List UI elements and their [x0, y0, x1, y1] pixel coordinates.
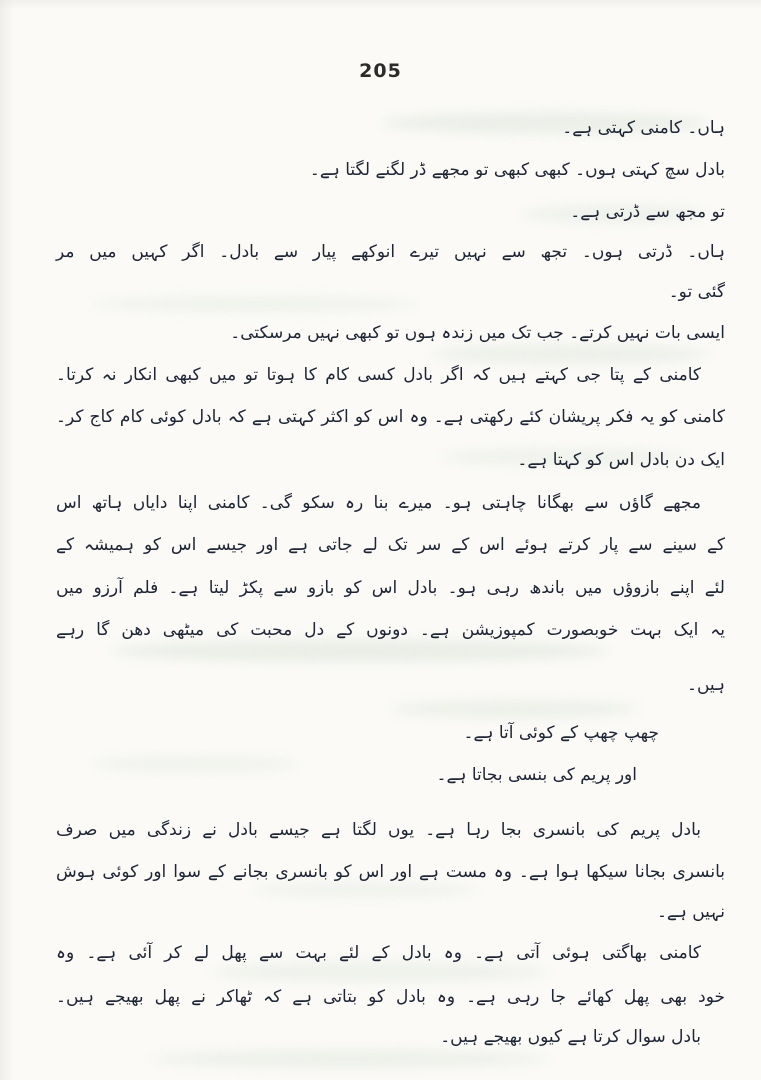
- text-line-paragraph: لئے اپنے بازوؤں میں باندھ رہی ہو۔ بادل اس کو بازو سے پکڑ لیتا ہے۔ فلم آرزو میں: [56, 578, 725, 598]
- text-line-dialogue: ایسی بات نہیں کرتے۔ جب تک میں زندہ ہوں تو کبھی نہیں مرسکتی۔: [230, 323, 725, 343]
- text-line-paragraph: ایک دن بادل اس کو کہتا ہے۔: [517, 450, 725, 470]
- text-line-dialogue: گئی تو۔: [668, 282, 725, 302]
- verse-line: اور پریم کی بنسی بجاتا ہے۔: [436, 765, 637, 785]
- page-number: 205: [359, 60, 402, 82]
- text-line-dialogue: ہاں۔ ڈرتی ہوں۔ تجھ سے نہیں تیرے انوکھے پیار سے بادل۔ اگر کہیں میں مر: [56, 242, 725, 262]
- text-line-paragraph: یہ ایک بہت خوبصورت کمپوزیشن ہے۔ دونوں کے دل محبت کی میٹھی دھن گا رہے: [56, 620, 725, 640]
- text-line-paragraph: کے سینے سے پار کرتے ہوئے اس کے سر تک لے جاتی ہے اور جیسے اس کو ہمیشہ کے: [56, 535, 725, 555]
- text-line-paragraph: کامنی بھاگتی ہوئی آتی ہے۔ وہ بادل کے لئے بہت سے پھل لے کر آئی ہے۔ وہ: [56, 943, 701, 963]
- text-line-paragraph: کامنی کے پتا جی کہتے ہیں کہ اگر بادل کسی کام کا ہوتا تو میں کبھی انکار نہ کرتا۔: [56, 365, 701, 385]
- text-line-dialogue: بادل سچ کہتی ہوں۔ کبھی کبھی تو مجھے ڈر لگنے لگتا ہے۔: [309, 160, 725, 180]
- verse-line: چھپ چھپ کے کوئی آتا ہے۔: [463, 723, 659, 743]
- text-line-paragraph: خود بھی پھل کھائے جا رہی ہے۔ وہ بادل کو بتاتی ہے کہ ٹھاکر نے پھل بھیجے ہیں۔: [56, 987, 725, 1007]
- text-line-paragraph: ہیں۔: [687, 675, 725, 695]
- text-line-paragraph: بادل پریم کی بانسری بجا رہا ہے۔ یوں لگتا ہے جیسے بادل نے زندگی میں صرف: [56, 820, 701, 840]
- text-line-paragraph: مجھے گاؤں سے بھگانا چاہتی ہو۔ میرے بنا رہ سکو گی۔ کامنی اپنا دایاں ہاتھ اس: [56, 493, 701, 513]
- text-line-paragraph: نہیں ہے۔: [656, 902, 725, 922]
- text-line-paragraph: بادل سوال کرتا ہے کیوں بھیجے ہیں۔: [440, 1027, 701, 1047]
- text-line-paragraph: کامنی کو یہ فکر پریشان کئے رکھتی ہے۔ وہ اس کو اکثر کہتی ہے کہ بادل کوئی کام کاج کر۔: [56, 407, 725, 427]
- text-line-dialogue: تو مجھ سے ڈرتی ہے۔: [570, 202, 725, 222]
- text-line-paragraph: بانسری بجانا سیکھا ہوا ہے۔ وہ مست ہے اور اس کو بانسری بجانے کے سوا اور کوئی ہوش: [56, 862, 725, 882]
- text-line-dialogue: ہاں۔ کامنی کہتی ہے۔: [562, 118, 725, 138]
